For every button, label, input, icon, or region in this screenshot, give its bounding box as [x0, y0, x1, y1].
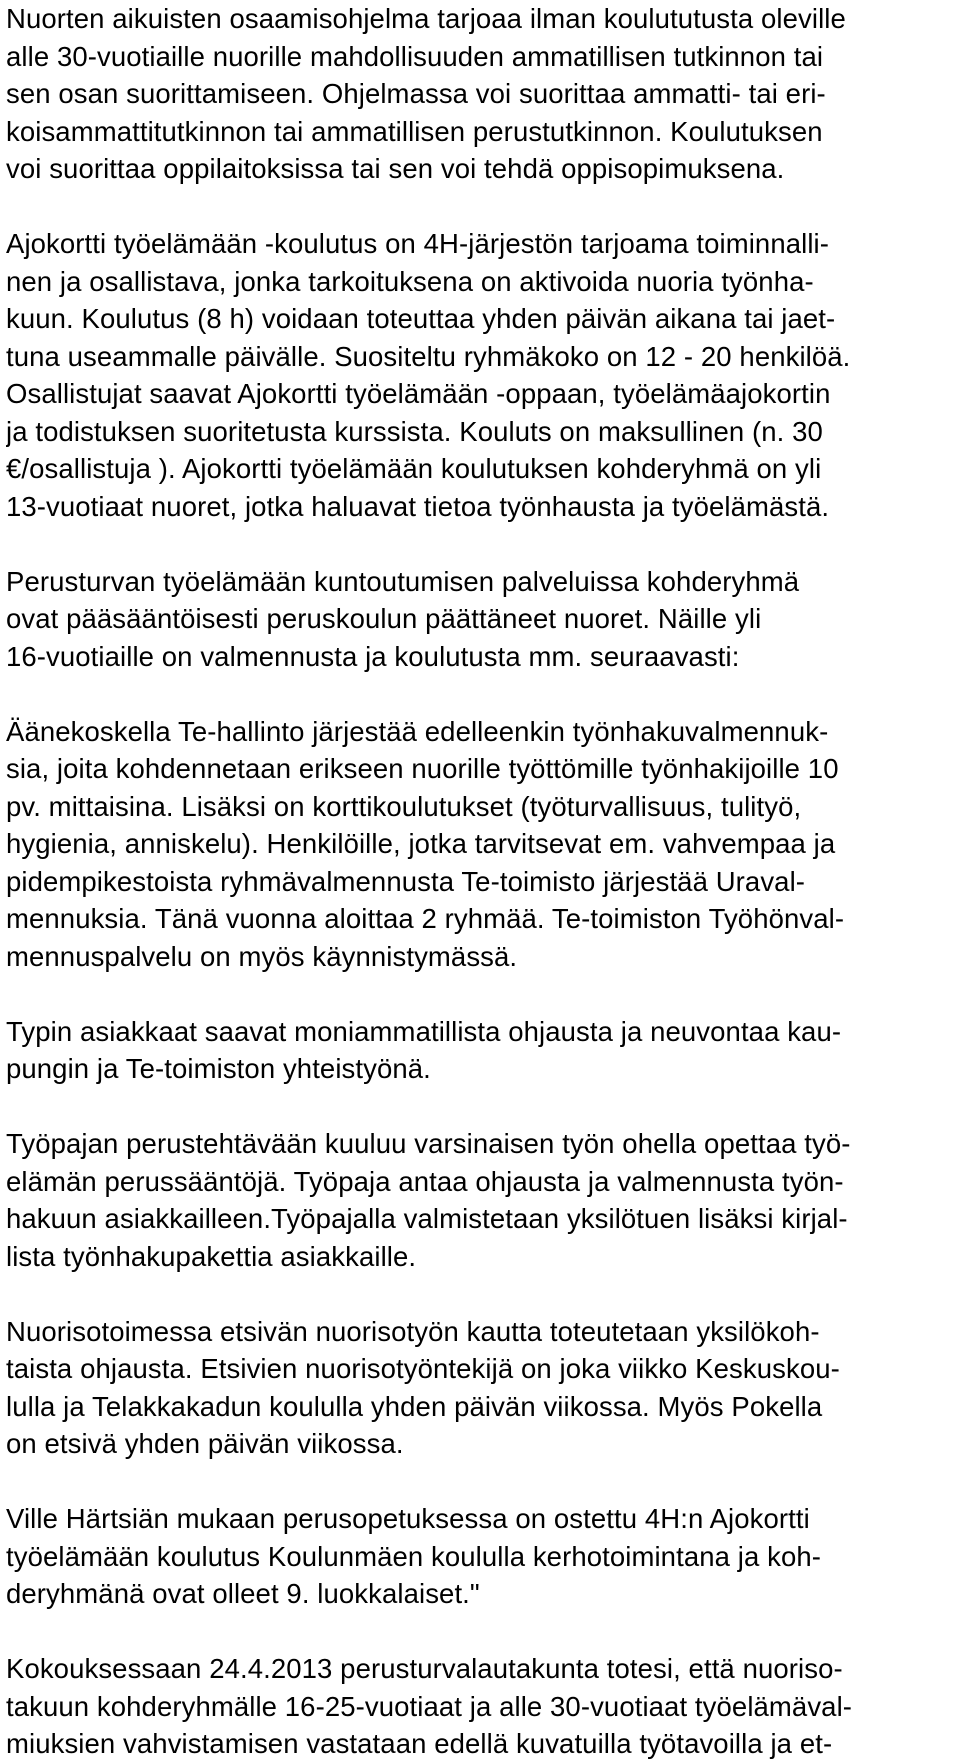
paragraph-8 — [6, 1500, 960, 1613]
text-line: pidempikestoista ryhmävalmennusta Te-toimisto järjestää Uraval- — [6, 865, 806, 897]
text-line: deryhmänä ovat olleet 9. luokkalaiset." — [6, 1578, 480, 1609]
paragraph-4 — [6, 713, 960, 976]
text-line: pv. mittaisina. Lisäksi on korttikoulutukset (työturvallisuus, tulityö, — [6, 790, 802, 822]
text-line: taista ohjausta. Etsivien nuorisotyöntekijä on joka viikko Keskuskou- — [6, 1353, 840, 1384]
text-line: pungin ja Te-toimiston yhteistyönä. — [6, 1053, 431, 1084]
text-line: alle 30-vuotiaille nuorille mahdollisuuden ammatillisen tutkinnon tai — [6, 40, 824, 72]
text-line: miuksien vahvistamisen vastataan edellä kuvatuilla työtavoilla ja et- — [6, 1728, 833, 1759]
text-line: ja todistuksen suoritetusta kurssista. Kouluts on maksullinen (n. 30 — [6, 415, 823, 447]
paragraph-6 — [6, 1125, 960, 1275]
paragraph-gap — [6, 1275, 960, 1313]
paragraph-gap — [6, 675, 960, 713]
text-line: Työpajan perustehtävään kuuluu varsinaisen työn ohella opettaa työ- — [6, 1128, 851, 1159]
text-line: sia, joita kohdennetaan erikseen nuorille työttömille työnhakijoille 10 — [6, 753, 839, 784]
text-line: lista työnhakupakettia asiakkaille. — [6, 1240, 417, 1272]
text-line: on etsivä yhden päivän viikossa. — [6, 1428, 404, 1459]
text-line: voi suorittaa oppilaitoksissa tai sen voi tehdä oppisopimuksena. — [6, 153, 785, 184]
text-line: Ville Härtsiän mukaan perusopetuksessa on ostettu 4H:n Ajokortti — [6, 1503, 810, 1534]
text-line: €/osallistuja ). Ajokortti työelämään koulutuksen kohderyhmä on yli — [6, 453, 822, 484]
text-line: nen ja osallistava, jonka tarkoituksena on aktivoida nuoria työnha- — [6, 265, 814, 297]
text-line: koisammattitutkinnon tai ammatillisen perustutkinnon. Koulutuksen — [6, 115, 823, 147]
text-line: hakuun asiakkailleen.Työpajalla valmistetaan yksilötuen lisäksi kirjal- — [6, 1203, 848, 1234]
text-line: Ajokortti työelämään -koulutus on 4H-järjestön tarjoama toiminnalli- — [6, 228, 830, 259]
text-line: Nuorten aikuisten osaamisohjelma tarjoaa ilman koulututusta oleville — [6, 3, 846, 34]
text-line: tuna useammalle päivälle. Suositeltu ryhmäkoko on 12 - 20 henkilöä. — [6, 340, 851, 372]
text-line: Typin asiakkaat saavat moniammatillista ohjausta ja neuvontaa kau- — [6, 1015, 842, 1047]
paragraph-7 — [6, 1313, 960, 1463]
paragraph-gap — [6, 1088, 960, 1126]
text-line: 16-vuotiaille on valmennusta ja koulutusta mm. seuraavasti: — [6, 640, 740, 672]
text-line: lulla ja Telakkakadun koululla yhden päivän viikossa. Myös Pokella — [6, 1390, 823, 1422]
paragraph-5 — [6, 1013, 960, 1088]
paragraph-3 — [6, 563, 960, 676]
text-line: elämän perussääntöjä. Työpaja antaa ohjausta ja valmennusta työn- — [6, 1165, 844, 1197]
document-page — [6, 0, 960, 1763]
paragraph-gap — [6, 188, 960, 226]
text-line: kuun. Koulutus (8 h) voidaan toteuttaa yhden päivän aikana tai jaet- — [6, 303, 836, 334]
text-line: Osallistujat saavat Ajokortti työelämään -oppaan, työelämäajokortin — [6, 378, 831, 409]
text-line: Kokouksessaan 24.4.2013 perusturvalautakunta totesi, että nuoriso- — [6, 1653, 843, 1684]
paragraph-1 — [6, 0, 960, 188]
text-line: 13-vuotiaat nuoret, jotka haluavat tietoa työnhausta ja työelämästä. — [6, 490, 830, 522]
text-line: hygienia, anniskelu). Henkilöille, jotka tarvitsevat em. vahvempaa ja — [6, 828, 836, 859]
paragraph-2 — [6, 225, 960, 525]
text-line: ovat pääsääntöisesti peruskoulun päättäneet nuoret. Näille yli — [6, 603, 762, 634]
text-line: takuun kohderyhmälle 16-25-vuotiaat ja alle 30-vuotiaat työelämäval- — [6, 1690, 853, 1722]
text-line: sen osan suorittamiseen. Ohjelmassa voi suorittaa ammatti- tai eri- — [6, 78, 826, 109]
text-line: Nuorisotoimessa etsivän nuorisotyön kautta toteutetaan yksilökoh- — [6, 1315, 820, 1347]
paragraph-9 — [6, 1650, 960, 1763]
text-line: Äänekoskella Te-hallinto järjestää edelleenkin työnhakuvalmennuk- — [6, 715, 829, 747]
text-line: mennuksia. Tänä vuonna aloittaa 2 ryhmää. Te-toimiston Työhönval- — [6, 903, 845, 934]
text-line: työelämään koulutus Koulunmäen koululla kerhotoimintana ja koh- — [6, 1540, 821, 1572]
paragraph-gap — [6, 1613, 960, 1651]
text-line: Perusturvan työelämään kuntoutumisen palveluissa kohderyhmä — [6, 565, 800, 597]
paragraph-gap — [6, 975, 960, 1013]
text-line: mennuspalvelu on myös käynnistymässä. — [6, 940, 518, 972]
paragraph-gap — [6, 1463, 960, 1501]
paragraph-gap — [6, 525, 960, 563]
